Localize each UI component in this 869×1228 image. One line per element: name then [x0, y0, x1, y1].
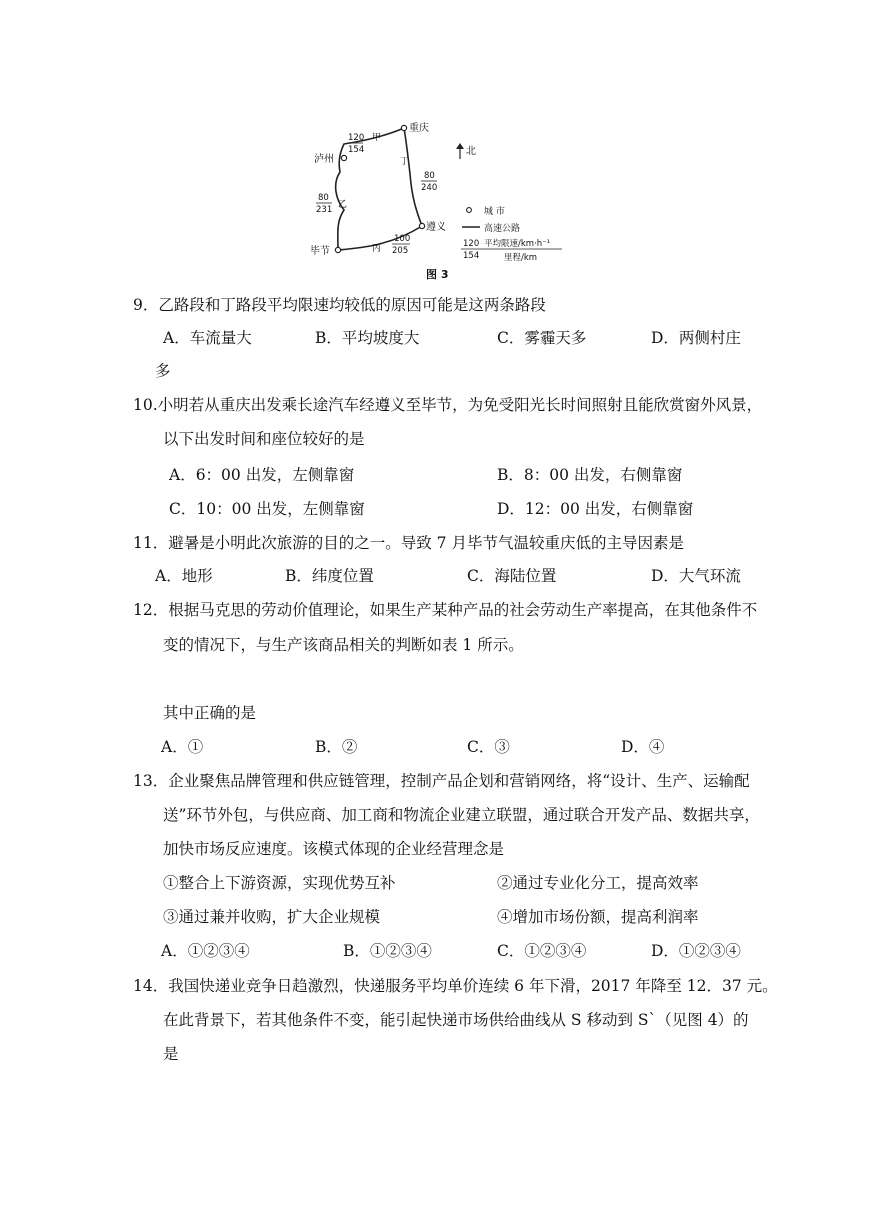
segment-bing-limit: 100	[394, 234, 411, 244]
segment-jia-limit: 120	[348, 133, 365, 143]
question-14-stem-line-2: 在此背景下，若其他条件不变，能引起快递市场供给曲线从 S 移动到 S`（见图 4）的	[163, 1011, 749, 1029]
question-13-stem-line-1: 13．企业聚焦品牌管理和供应链管理，控制产品企划和营销网络，将“设计、生产、运输配	[133, 772, 750, 790]
legend-sample-limit: 120	[463, 239, 480, 249]
legend-city-label: 城 市	[484, 207, 505, 217]
legend-highway-label: 高速公路	[484, 224, 521, 234]
question-13-option-d: D．①②③④	[651, 942, 741, 960]
question-10-option-a: A．6：00 出发，左侧靠窗	[169, 466, 355, 484]
question-9-stem: 9．乙路段和丁路段平均限速均较低的原因可能是这两条路段	[133, 296, 546, 314]
city-label-bijie: 毕节	[310, 246, 330, 257]
question-12-stem-line-2: 变的情况下，与生产该商品相关的判断如表 1 所示。	[163, 636, 524, 654]
question-12-extra: 其中正确的是	[163, 704, 257, 722]
city-label-zunyi: 遵义	[426, 222, 446, 233]
question-12-option-d: D．④	[621, 738, 665, 756]
question-13-stem-line-3: 加快市场反应速度。该模式体现的企业经营理念是	[163, 840, 505, 858]
question-9-option-b: B．平均坡度大	[315, 329, 420, 347]
question-9-option-a: A．车流量大	[163, 329, 252, 347]
north-label: 北	[466, 146, 476, 157]
question-13-stem-line-2: 送”环节外包，与供应商、加工商和物流企业建立联盟，通过联合开发产品、数据共享，	[163, 806, 760, 824]
segment-jia-length: 154	[348, 145, 365, 155]
legend-limit-label: 平均限速/km·h⁻¹	[484, 239, 551, 249]
question-13-option-c: C．①②③④	[497, 942, 587, 960]
question-12-option-b: B．②	[315, 738, 358, 756]
segment-jia-name: 甲	[372, 133, 382, 143]
question-11-option-a: A．地形	[155, 567, 213, 585]
legend-sample-length: 154	[463, 251, 480, 261]
question-9-option-d: D．两侧村庄	[651, 329, 741, 347]
question-13-option-b: B．①②③④	[343, 942, 432, 960]
figure-caption: 图 3	[426, 268, 449, 281]
question-11-option-d: D．大气环流	[651, 567, 741, 585]
question-11-stem: 11．避暑是小明此次旅游的目的之一。导致 7 月毕节气温较重庆低的主导因素是	[133, 534, 684, 552]
segment-yi-limit: 80	[318, 193, 329, 203]
city-label-luzhou: 泸州	[314, 154, 334, 165]
north-arrow-head-icon	[456, 143, 464, 149]
question-10-stem-line-1: 10.小明若从重庆出发乘长途汽车经遵义至毕节，为免受阳光长时间照射且能欣赏窗外风景，	[133, 396, 763, 414]
question-9-option-c: C．雾霾天多	[497, 329, 587, 347]
question-14-stem-line-1: 14．我国快递业竞争日趋激烈，快递服务平均单价连续 6 年下滑，2017 年降至 12．37 元。	[133, 977, 778, 995]
city-marker-bijie	[335, 247, 340, 252]
question-11-option-b: B．纬度位置	[285, 567, 374, 585]
city-marker-luzhou	[341, 155, 346, 160]
question-9-option-d-wrap: 多	[155, 362, 171, 380]
question-10-option-b: B．8：00 出发，右侧靠窗	[497, 466, 683, 484]
segment-bing-length: 205	[392, 246, 409, 256]
segment-yi-name: 乙	[338, 200, 348, 210]
segment-bing-name: 丙	[372, 244, 382, 254]
question-14-stem-line-3: 是	[163, 1045, 179, 1063]
segment-ding-name: 丁	[400, 157, 410, 167]
legend-city-icon	[467, 208, 472, 213]
question-12-option-a: A．①	[161, 738, 204, 756]
question-13-option-a: A．①②③④	[161, 942, 250, 960]
question-10-option-c: C．10：00 出发，左侧靠窗	[169, 500, 365, 518]
legend-length-label: 里程/km	[504, 253, 538, 263]
city-marker-chongqing	[401, 125, 406, 130]
city-marker-zunyi	[419, 223, 424, 228]
question-12-stem-line-1: 12．根据马克思的劳动价值理论，如果生产某种产品的社会劳动生产率提高，在其他条件不	[133, 601, 758, 619]
question-10-option-d: D．12：00 出发，右侧靠窗	[497, 500, 694, 518]
segment-ding-limit: 80	[424, 171, 435, 181]
question-10-stem-line-2: 以下出发时间和座位较好的是	[163, 430, 365, 448]
question-13-choice-1: ①整合上下游资源，实现优势互补	[163, 874, 396, 892]
question-12-option-c: C．③	[467, 738, 510, 756]
city-label-chongqing: 重庆	[409, 123, 429, 134]
segment-ding-length: 240	[421, 183, 438, 193]
question-13-choice-3: ③通过兼并收购，扩大企业规模	[163, 908, 381, 926]
segment-yi-length: 231	[316, 205, 333, 215]
figure-3-highway-map	[300, 112, 580, 284]
question-13-choice-4: ④增加市场份额，提高利润率	[497, 908, 699, 926]
question-11-option-c: C．海陆位置	[467, 567, 557, 585]
question-13-choice-2: ②通过专业化分工，提高效率	[497, 874, 699, 892]
